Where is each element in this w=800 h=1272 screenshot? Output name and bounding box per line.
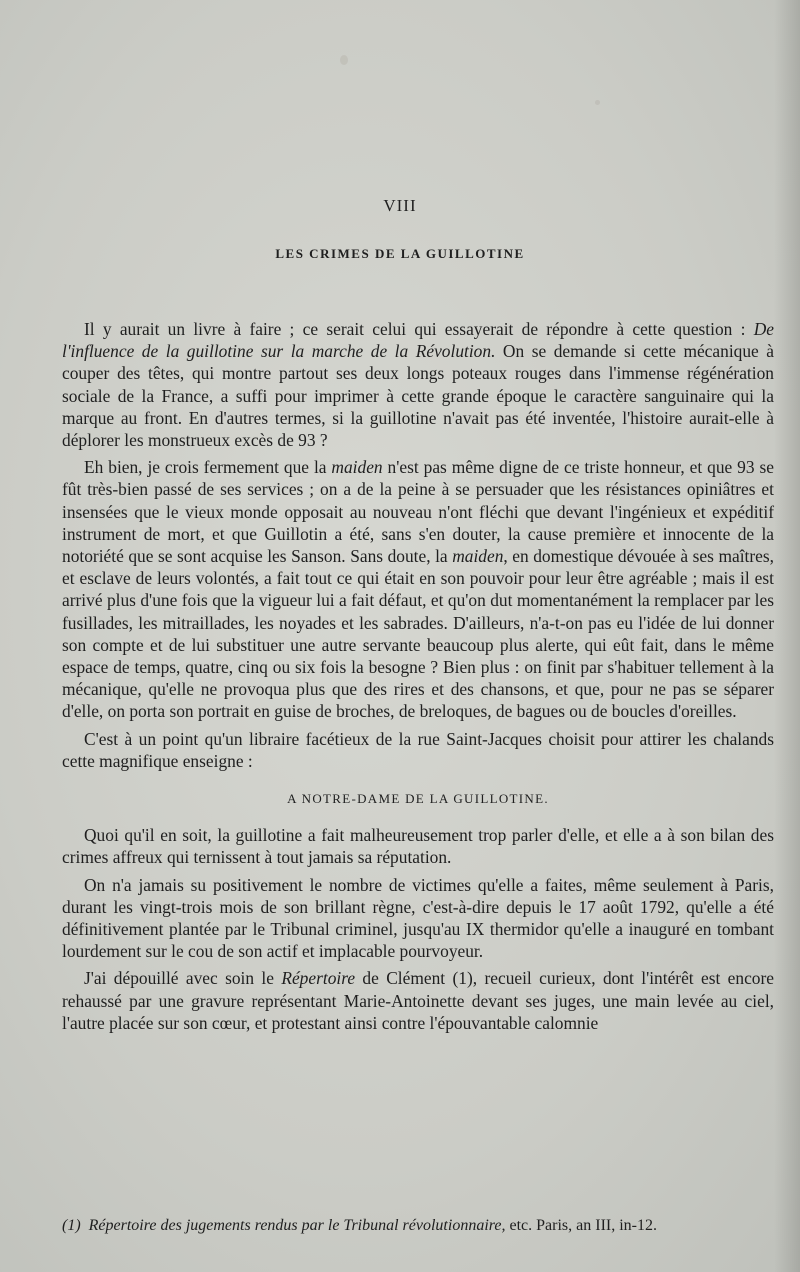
paragraph-6: J'ai dépouillé avec soin le Répertoire de Clément (1), recueil curieux, dont l'intérêt est encore rehaussé par une gravure représentant Marie-Antoinette devant ses juges, une main levée au ciel, l'autre placée sur son cœur, et protestant ainsi contre l'épouvantable calomnie <box>62 968 774 1033</box>
paper-stain <box>340 55 348 65</box>
footnote-mark: (1) <box>62 1217 81 1234</box>
paragraph-5: On n'a jamais su positivement le nombre de victimes qu'elle a faites, même seulement à Paris, durant les vingt-trois mois de son brillant règne, c'est-à-dire depuis le 17 août 1792, qu'elle a été définitivement plantée par le Tribunal criminel, jusqu'au IX thermidor qu'elle a inauguré en tombant lourdement sur le cou de son actif et implacable pourvoyeur. <box>62 874 774 962</box>
shop-sign-text: A NOTRE-DAME DE LA GUILLOTINE. <box>287 791 549 807</box>
paragraph-1: Il y aurait un livre à faire ; ce serait celui qui essayerait de répondre à cette question : De l'influence de la guillotine sur la marche de la Révolution. On se demande si cette mécanique à couper des têtes, qui montre partout ses deux longs poteaux rouges dans l'immense régénération sociale de la France, a suffi pour imprimer à cette grande époque le caractère sanguinaire qui la marque au front. En d'autres termes, si la guillotine n'avait pas été inventée, l'histoire aurait-elle à déplorer les monstrueux excès de 93 ? <box>62 319 774 451</box>
paragraph-2: Eh bien, je crois fermement que la maiden n'est pas même digne de ce triste honneur, et que 93 se fût très-bien passé de ses services ; on a de la peine à se persuader que les résistances opiniâtres et insensées que le vieux monde opposait au nouveau n'ont fléchi que devant l'ingénieux et expéditif instrument de mort, et que Guillotin a été, sans s'en douter, la cause première et innocente de la notoriété que se sont acquise les Sanson. Sans doute, la maiden, en domestique dévouée à ses maîtres, et esclave de leurs volontés, a fait tout ce qui était en son pouvoir pour leur être agréable ; mais il est arrivé plus d'une fois que la vigueur lui a fait défaut, et qu'on dut momentanément la remplacer par les fusillades, les mitraillades, les noyades et les sabrades. D'ailleurs, n'a-t-on pas eu l'idée de lui donner son compte et de lui substituer une autre servante beaucoup plus alerte, qui eût fait, dans le même espace de temps, quatre, cinq ou six fois la besogne ? Bien plus : on finit par s'habituer tellement à la mécanique, qu'elle ne provoqua plus que des rires et des chansons, et que, pour ne pas se séparer d'elle, on porta son portrait en guise de broches, de breloques, de bagues ou de boucles d'oreilles. <box>62 457 774 722</box>
maiden-term: maiden <box>331 457 383 478</box>
work-title: De l'influence de la guillotine sur la marche de la Révolution. <box>62 319 774 362</box>
page-edge-shadow <box>774 0 800 1272</box>
chapter-number: VIII <box>383 196 417 215</box>
paper-stain <box>595 100 600 105</box>
footnote-details: etc. Paris, an III, in-12. <box>505 1217 658 1234</box>
maiden-term: maiden <box>452 546 504 567</box>
paragraph-3: C'est à un point qu'un libraire facétieux de la rue Saint-Jacques choisit pour attirer les chalands cette magnifique enseigne : <box>62 728 774 771</box>
body-text <box>62 318 774 1034</box>
work-title: Répertoire <box>281 968 356 989</box>
chapter-title: LES CRIMES DE LA GUILLOTINE <box>275 246 525 261</box>
footnote-title: Répertoire des jugements rendus par le Tribunal révolutionnaire, <box>88 1217 506 1234</box>
paragraph-4: Quoi qu'il en soit, la guillotine a fait malheureusement trop parler d'elle, et elle a à son bilan des crimes affreux qui ternissent à tout jamais sa réputation. <box>62 825 774 868</box>
footnote <box>62 1216 774 1236</box>
